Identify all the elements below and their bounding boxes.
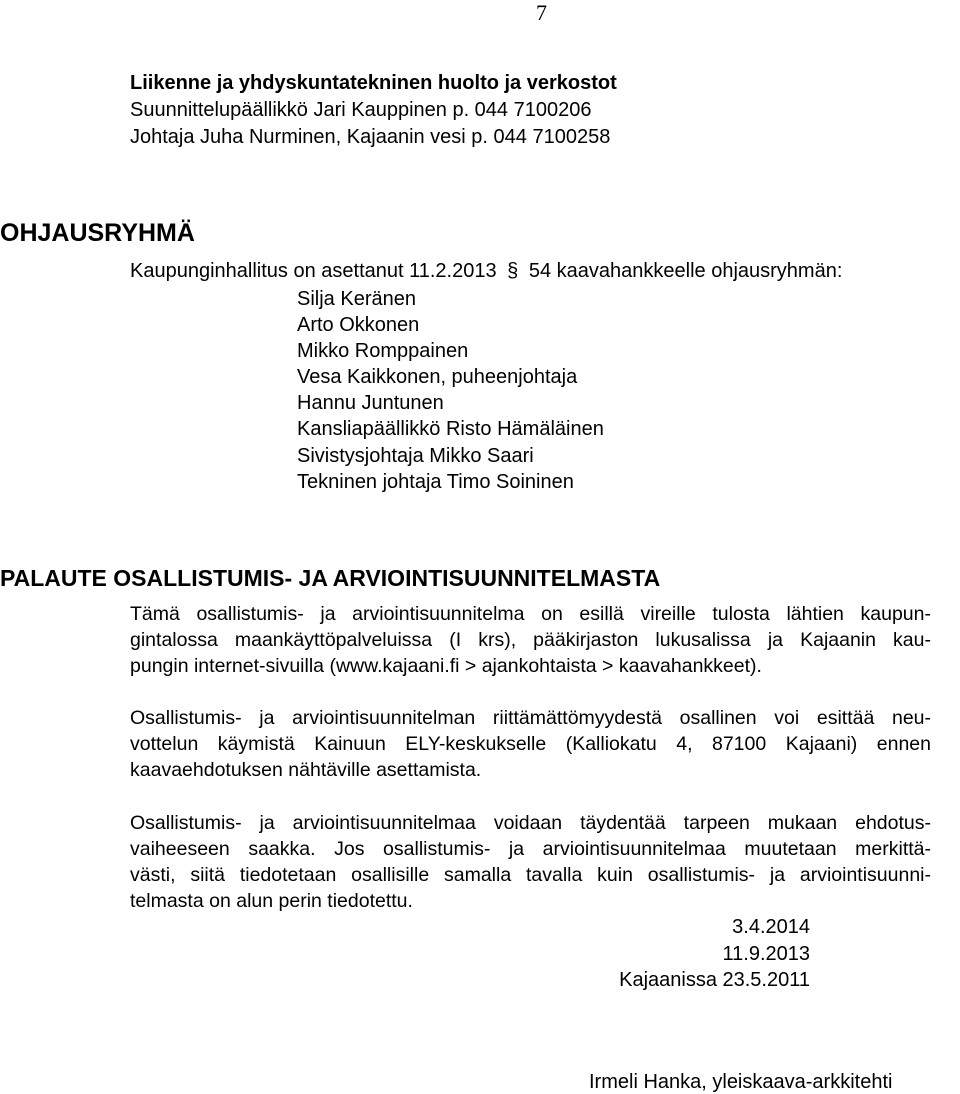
intro-decision-text: 54 kaavahankkeelle ohjausryhmän: xyxy=(528,260,843,282)
place-and-date: Kajaanissa 23.5.2011 xyxy=(619,969,810,991)
member-item: Sivistysjohtaja Mikko Saari xyxy=(297,444,534,467)
paragraph-line: telmasta on alun perin tiedotettu. xyxy=(130,890,413,912)
paragraph-line: Osallistumis- ja arviointisuunnitelmaa voidaan täydentää tarpeen mukaan ehdotus- xyxy=(130,812,931,834)
member-item: Vesa Kaikkonen, puheenjohtaja xyxy=(297,366,578,389)
paragraph-line: pungin internet-sivuilla (www.kajaani.fi > ajankohtaista > kaavahankkeet). xyxy=(130,655,762,677)
page-number: 7 xyxy=(536,0,547,25)
revision-date-2014: 3.4.2014 xyxy=(732,916,810,938)
feedback-title: PALAUTE OSALLISTUMIS- JA ARVIOINTISUUNNITELMASTA xyxy=(0,565,661,592)
contact-heading: Liikenne ja yhdyskuntatekninen huolto ja verkostot xyxy=(130,72,617,94)
contact-block xyxy=(130,70,850,151)
paragraph-line: vottelun käymistä Kainuun ELY-keskukselle (Kalliokatu 4, 87100 Kajaani) ennen xyxy=(130,733,931,755)
paragraph-line: västi, siitä tiedotetaan osallisille samalla tavalla kuin osallistumis- ja arviointisuunni- xyxy=(130,864,931,886)
contact-line-planning-manager: Suunnittelupäällikkö Jari Kauppinen p. 044 7100206 xyxy=(130,99,592,121)
member-item: Hannu Juntunen xyxy=(297,392,444,415)
paragraph-line: vaiheeseen saakka. Jos osallistumis- ja arviointisuunnitelmaa muutetaan merkittä- xyxy=(130,838,931,860)
member-item: Mikko Romppainen xyxy=(297,340,469,363)
member-item: Silja Keränen xyxy=(297,288,416,310)
steering-group-title: OHJAUSRYHMÄ xyxy=(0,218,195,247)
revision-date-2013: 11.9.2013 xyxy=(722,942,810,965)
member-item: Tekninen johtaja Timo Soininen xyxy=(297,470,574,493)
steering-group-members xyxy=(297,286,917,495)
steering-group-intro xyxy=(130,258,930,284)
section-sign-icon: § xyxy=(507,260,519,282)
member-item: Kansliapäällikkö Risto Hämäläinen xyxy=(297,418,604,441)
feedback-paragraph-negotiation xyxy=(130,705,931,783)
paragraph-line: Tämä osallistumis- ja arviointisuunnitelma on esillä vireille tulosta lähtien kaupun- xyxy=(130,603,931,625)
intro-decision-date: Kaupunginhallitus on asettanut 11.2.2013 xyxy=(130,260,497,282)
document-dates xyxy=(510,914,810,994)
contact-line-water-director: Johtaja Juha Nurminen, Kajaanin vesi p. 044 7100258 xyxy=(130,126,611,148)
paragraph-line: Osallistumis- ja arviointisuunnitelman riittämättömyydestä osallinen voi esittää neu- xyxy=(130,707,931,729)
member-item: Arto Okkonen xyxy=(297,314,420,337)
paragraph-line: gintalossa maankäyttöpalveluissa (I krs), pääkirjaston lukusalissa ja Kajaanin kau- xyxy=(130,629,931,651)
signature-line: Irmeli Hanka, yleiskaava-arkkitehti xyxy=(589,1071,893,1093)
feedback-paragraph-updates xyxy=(130,810,931,914)
paragraph-line: kaavaehdotuksen nähtäville asettamista. xyxy=(130,759,482,781)
feedback-paragraph-availability xyxy=(130,601,931,679)
